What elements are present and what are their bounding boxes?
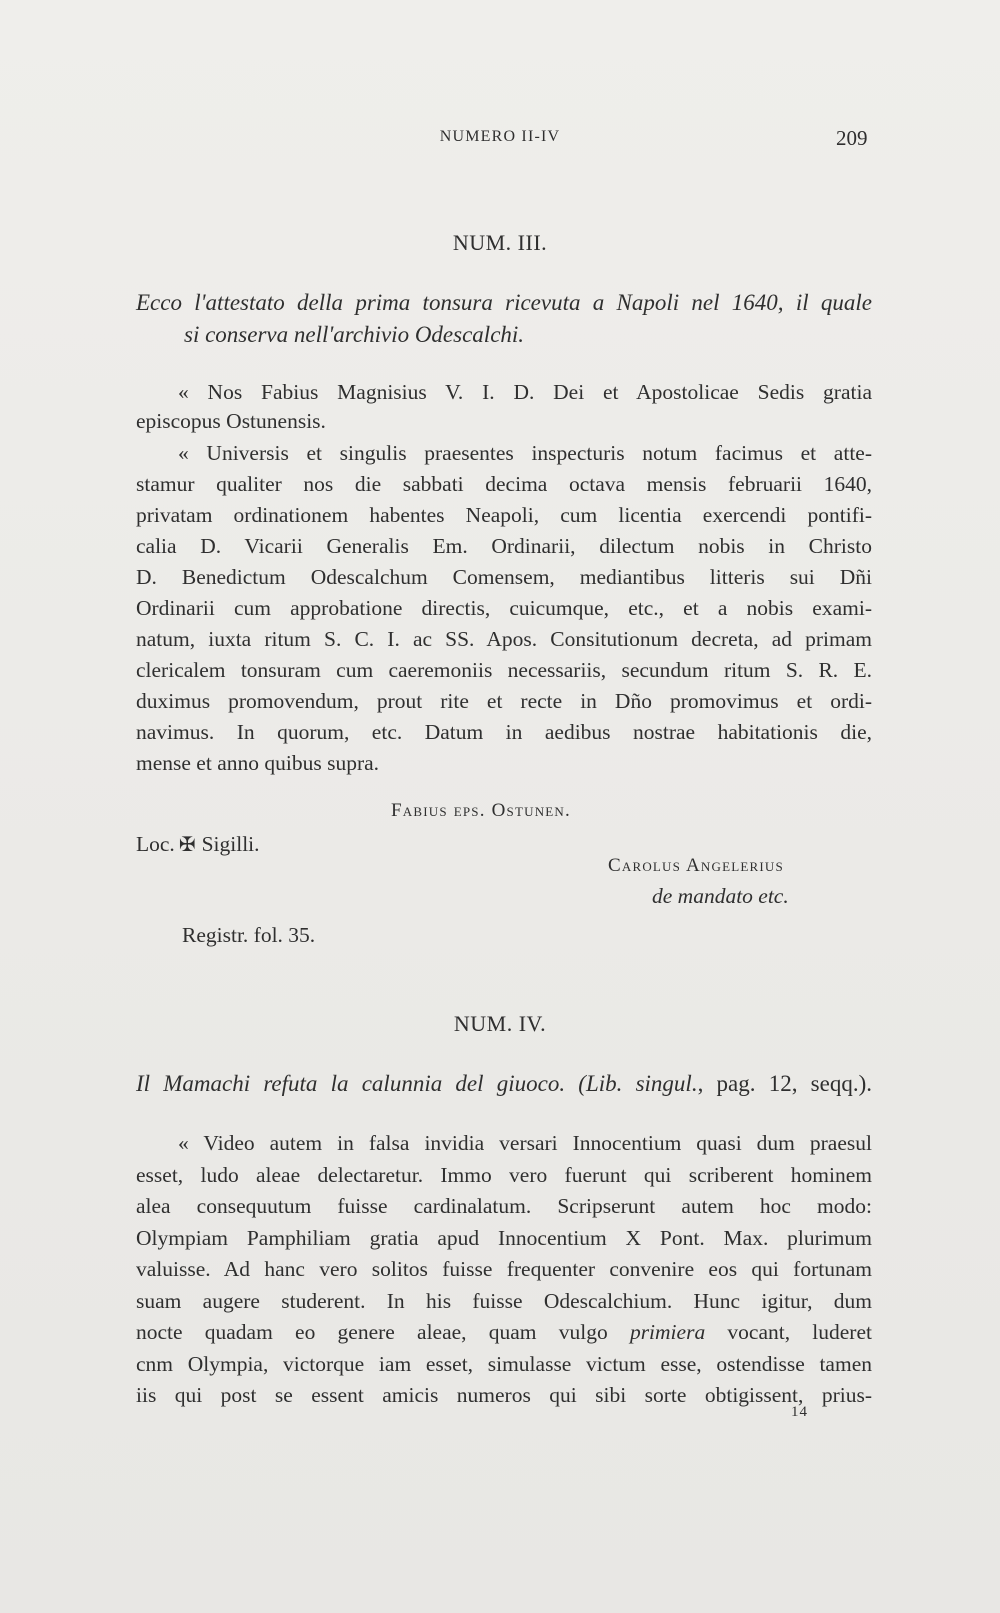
text-fragment: nocte quadam eo genere aleae, quam vulgo [136,1320,630,1344]
text-line: « Nos Fabius Magnisius V. I. D. Dei et Apostolicae Sedis gratia [178,380,872,404]
text-line: valuisse. Ad hanc vero solitos fuisse frequenter convenire eos qui fortunam [136,1257,872,1281]
text-line: cnm Olympia, victorque iam esset, simulasse victum esse, ostendisse tamen [136,1351,872,1376]
paragraph-universis [136,438,872,779]
seal-loc-label: Loc. [136,832,175,856]
text-line: alea consequutum fuisse cardinalatum. Scripserunt autem hoc modo: [136,1194,872,1218]
notary-name: Carolus Angelerius [608,855,784,876]
text-line: navimus. In quorum, etc. Datum in aedibus nostrae habitationis die, [136,720,872,744]
text-line: iis qui post se essent amicis numeros qui sibi sorte obtigissent, prius- [136,1383,872,1407]
text-fragment: vocant, luderet [705,1320,872,1344]
text-line: privatam ordinationem habentes Neapoli, cum licentia exercendi pontifi- [136,503,872,527]
section-title-num-3: NUM. III. [452,230,548,255]
registry-reference: Registr. fol. 35. [182,923,316,947]
section-title-num-4: NUM. IV. [453,1011,547,1036]
text-line: D. Benedictum Odescalchum Comensem, mediantibus litteris sui Dñi [136,565,872,589]
text-line: natum, iuxta ritum S. C. I. ac SS. Apos. Consitutionum decreta, ad primam [136,627,872,651]
seal-cross-icon: ✠ [178,834,196,856]
text-line: Ordinarii cum approbatione directis, cuicumque, etc., et a nobis exami- [136,596,872,620]
seal-word: Sigilli. [201,832,260,856]
intro-italic-part: Il Mamachi refuta la calunnia del giuoco. ( [136,1071,586,1096]
text-line: duximus promovendum, prout rite et recte in Dño promovimus et ordi- [136,689,872,713]
intro-reference: , pag. 12, seqq.). [697,1071,872,1096]
intro-line [136,1068,872,1100]
signatory-fabius: Fabius eps. Ostunen. [391,800,571,821]
paragraph-nos-fabius [136,378,872,436]
intro-num-4 [136,1068,872,1100]
text-line: « Video autem in falsa invidia versari Innocentium quasi dum praesul [178,1131,872,1155]
text-line: calia D. Vicarii Generalis Em. Ordinarii, dilectum nobis in Christo [136,534,872,558]
text-line: stamur qualiter nos die sabbati decima octava mensis februarii 1640, [136,472,872,496]
page-number: 209 [836,126,868,150]
text-line: episcopus Ostunensis. [136,409,326,433]
notary-note: de mandato etc. [652,884,789,908]
paragraph-video-autem [136,1128,872,1412]
text-line: « Universis et singulis praesentes inspecturis notum facimus et atte- [178,441,872,465]
intro-line: Ecco l'attestato della prima tonsura ricevuta a Napoli nel 1640, il quale [136,290,872,315]
intro-line: si conserva nell'archivio Odescalchi. [184,322,525,347]
game-name: primiera [629,1320,706,1344]
seal-location [136,830,260,860]
text-line [136,1317,872,1349]
text-line: mense et anno quibus supra. [136,751,380,775]
intro-book-title: Lib. singul. [585,1071,698,1096]
intro-num-3 [136,287,872,351]
text-line: suam augere studerent. In his fuisse Odescalchium. Hunc igitur, dum [136,1288,872,1313]
signature-mark: 14 [791,1404,808,1420]
text-line: esset, ludo aleae delectaretur. Immo vero fuerunt qui scriberent hominem [136,1162,872,1187]
running-head: NUMERO II-IV [439,128,561,145]
text-line: clericalem tonsuram cum caeremoniis necessariis, secundum ritum S. R. E. [136,658,872,682]
text-line: Olympiam Pamphiliam gratia apud Innocentium X Pont. Max. plurimum [136,1225,872,1250]
